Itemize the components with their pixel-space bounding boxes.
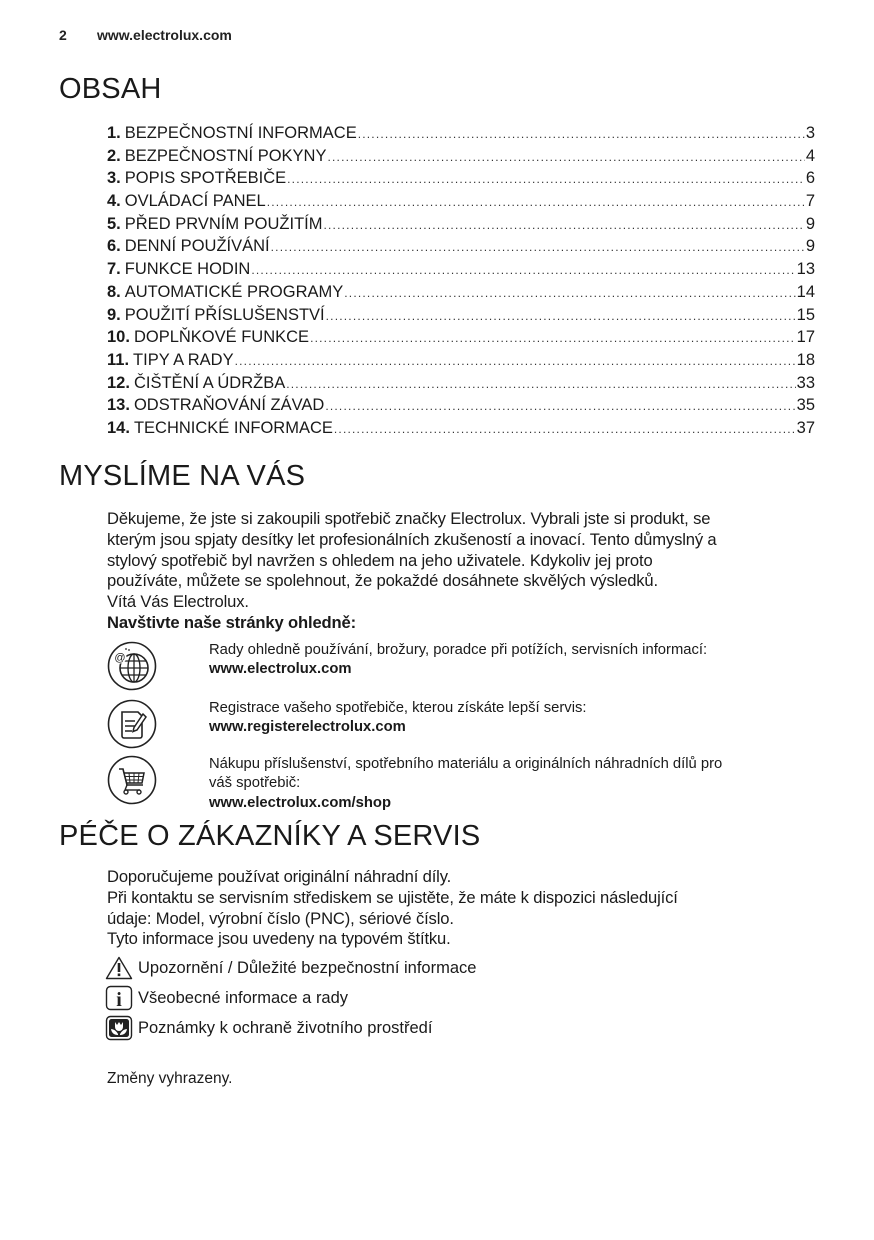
toc-leader-dots (271, 236, 805, 259)
toc-title: OBSAH (59, 73, 162, 105)
svg-text:@: @ (114, 652, 126, 664)
page-header (59, 27, 232, 43)
toc-leader-dots (310, 327, 796, 350)
toc-leader-dots (267, 191, 805, 214)
toc-item-8[interactable]: 8. AUTOMATICKÉ PROGRAMY ..... 14 (107, 281, 815, 304)
customer-care-paragraph: Doporučujeme používat originální náhradní díly. Při kontaktu se servisním střediskem se ujistěte, že máte k dispozici následující údaje: Model, výrobní číslo (PNC), sériové číslo. Tyto informace jsou uvedeny na typovém štítku. (107, 867, 678, 949)
shop-website-link[interactable]: www.electrolux.com/shop (209, 794, 391, 811)
toc-leader-dots (323, 214, 804, 237)
page-number: 2 (59, 27, 67, 43)
thank-you-paragraph: Děkujeme, že jste si zakoupili spotřebič značky Electrolux. Vybrali jste si produkt, se kterým jsou spjaty desítky let profesionálních zkušeností a inovací. Tento důmyslný a stylový spotřebič byl navržen s ohledem na jeho uživatele. Kdykoliv jej proto používáte, můžete se spolehnout, že pokaždé dosáhnete skvělých výsledků. Vítá Vás Electrolux. Navštivte naše stránky ohledně: (107, 509, 827, 634)
toc-item-6[interactable]: 6. DENNÍ POUŽÍVÁNÍ ..... 9 (107, 235, 815, 258)
toc-leader-dots (334, 418, 796, 441)
toc-item-5[interactable]: 5. PŘED PRVNÍM POUŽITÍM ..... 9 (107, 213, 815, 236)
toc-leader-dots (287, 168, 805, 191)
info-icon (105, 985, 133, 1011)
web-link-item-shop: Nákupu příslušenství, spotřebního materiálu a originálních náhradních dílů pro váš spotřebič: www.electrolux.com/shop (107, 755, 157, 805)
visit-label: Navštivte naše stránky ohledně: (107, 612, 356, 632)
changes-reserved-note: Změny vyhrazeny. (107, 1070, 233, 1087)
toc-item-1[interactable]: 1. BEZPEČNOSTNÍ INFORMACE ..... 3 (107, 122, 815, 145)
support-website-link[interactable]: www.electrolux.com (209, 661, 352, 678)
toc-leader-dots (325, 395, 795, 418)
toc-item-14[interactable]: 14. TECHNICKÉ INFORMACE ..... 37 (107, 417, 815, 440)
section-title-customer-care: PÉČE O ZÁKAZNÍKY A SERVIS (59, 820, 481, 852)
warning-triangle-icon (105, 956, 133, 980)
toc-leader-dots (344, 282, 795, 305)
toc-item-7[interactable]: 7. FUNKCE HODIN ..... 13 (107, 258, 815, 281)
shopping-cart-icon (107, 755, 157, 805)
toc-leader-dots (235, 350, 796, 373)
toc-item-12[interactable]: 12. ČIŠTĚNÍ A ÚDRŽBA ..... 33 (107, 372, 815, 395)
register-website-link[interactable]: www.registerelectrolux.com (209, 719, 406, 736)
toc-item-3[interactable]: 3. POPIS SPOTŘEBIČE ..... 6 (107, 167, 815, 190)
toc-leader-dots (286, 373, 795, 396)
globe-at-icon (107, 641, 157, 691)
toc-item-9[interactable]: 9. POUŽITÍ PŘÍSLUŠENSTVÍ ..... 15 (107, 304, 815, 327)
toc-item-11[interactable]: 11. TIPY A RADY ..... 18 (107, 349, 815, 372)
section-title-thinking-of-you: MYSLÍME NA VÁS (59, 460, 306, 492)
toc-item-13[interactable]: 13. ODSTRAŇOVÁNÍ ZÁVAD ..... 35 (107, 394, 815, 417)
header-website-link[interactable]: www.electrolux.com (97, 27, 232, 43)
web-link-item-support: @ Rady ohledně používání, brožury, poradce při potížích, servisních informací: www.electrolux.com (107, 641, 157, 691)
toc-leader-dots (358, 123, 805, 146)
toc-item-10[interactable]: 10. DOPLŇKOVÉ FUNKCE ..... 17 (107, 326, 815, 349)
table-of-contents (107, 122, 815, 440)
toc-leader-dots (326, 305, 796, 328)
register-document-icon (107, 699, 157, 749)
legend-info: i Všeobecné informace a rady (105, 985, 348, 1011)
legend-environment: Poznámky k ochraně životního prostředí (105, 1015, 432, 1041)
svg-text:i: i (116, 989, 122, 1011)
web-link-item-register: Registrace vašeho spotřebiče, kterou získáte lepší servis: www.registerelectrolux.com (107, 699, 157, 749)
toc-leader-dots (327, 146, 804, 169)
legend-warning: Upozornění / Důležité bezpečnostní informace (105, 956, 476, 980)
toc-item-2[interactable]: 2. BEZPEČNOSTNÍ POKYNY ..... 4 (107, 145, 815, 168)
toc-leader-dots (251, 259, 795, 282)
toc-item-4[interactable]: 4. OVLÁDACÍ PANEL ..... 7 (107, 190, 815, 213)
environment-flower-icon (105, 1015, 133, 1041)
